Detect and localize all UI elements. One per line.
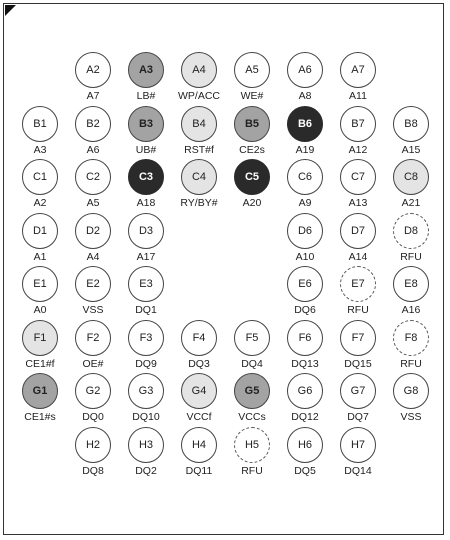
signal-label-h6: DQ5: [294, 464, 316, 477]
package-outline: [3, 3, 444, 535]
ball-e8: E8: [393, 266, 429, 302]
ball-e6: E6: [287, 266, 323, 302]
ball-c5: C5: [234, 159, 270, 195]
signal-label-a5: WE#: [240, 90, 264, 102]
signal-label-h7: DQ14: [344, 464, 372, 477]
ball-d3: D3: [128, 213, 164, 249]
signal-label-f8: RFU: [400, 357, 422, 370]
signal-label-a7: A11: [349, 90, 367, 102]
signal-label-d3: A17: [136, 250, 156, 263]
signal-label-e6: DQ6: [294, 304, 316, 316]
signal-label-b2: A6: [86, 143, 100, 156]
ball-b4: B4: [181, 106, 217, 142]
signal-label-f2: OE#: [82, 357, 104, 370]
signal-label-b8: A15: [401, 143, 421, 156]
signal-label-h3: DQ2: [135, 464, 157, 477]
ball-g4: G4: [181, 373, 217, 409]
ball-a7: A7: [340, 52, 376, 88]
signal-label-e3: DQ1: [135, 304, 157, 316]
ball-b7: B7: [340, 106, 376, 142]
signal-label-f6: DQ13: [291, 357, 319, 370]
signal-label-g1: CE1#s: [24, 411, 56, 423]
ball-f5: F5: [234, 320, 270, 356]
ball-d8: D8: [393, 213, 429, 249]
signal-label-c7: A13: [348, 197, 368, 209]
signal-label-d1: A1: [33, 250, 47, 263]
ball-g7: G7: [340, 373, 376, 409]
ball-b2: B2: [75, 106, 111, 142]
signal-label-b5: CE2s: [239, 143, 265, 156]
signal-label-g2: DQ0: [82, 411, 104, 423]
signal-label-c4: RY/BY#: [180, 197, 218, 209]
ball-h3: H3: [128, 427, 164, 463]
signal-label-g7: DQ7: [347, 411, 369, 423]
ball-c7: C7: [340, 159, 376, 195]
ball-b1: B1: [22, 106, 58, 142]
signal-label-g6: DQ12: [291, 411, 319, 423]
signal-label-g8: VSS: [400, 411, 422, 423]
ball-c4: C4: [181, 159, 217, 195]
signal-label-g3: DQ10: [132, 411, 160, 423]
ball-f6: F6: [287, 320, 323, 356]
signal-label-h2: DQ8: [82, 464, 104, 477]
ball-g1: G1: [22, 373, 58, 409]
ball-f8: F8: [393, 320, 429, 356]
ball-h4: H4: [181, 427, 217, 463]
signal-label-a6: A8: [298, 90, 312, 102]
signal-label-d8: RFU: [400, 250, 422, 263]
ball-f7: F7: [340, 320, 376, 356]
signal-label-c3: A18: [136, 197, 156, 209]
ball-c1: C1: [22, 159, 58, 195]
ball-e1: E1: [22, 266, 58, 302]
ball-c6: C6: [287, 159, 323, 195]
ball-a5: A5: [234, 52, 270, 88]
ball-f2: F2: [75, 320, 111, 356]
ball-h5: H5: [234, 427, 270, 463]
ball-d1: D1: [22, 213, 58, 249]
signal-label-e8: A16: [401, 304, 421, 316]
ball-f1: F1: [22, 320, 58, 356]
signal-label-f1: CE1#f: [25, 357, 55, 370]
ball-g5: G5: [234, 373, 270, 409]
ball-g8: G8: [393, 373, 429, 409]
ball-g6: G6: [287, 373, 323, 409]
ball-b8: B8: [393, 106, 429, 142]
ball-h7: H7: [340, 427, 376, 463]
ball-e2: E2: [75, 266, 111, 302]
ball-b6: B6: [287, 106, 323, 142]
signal-label-a2: A7: [86, 90, 100, 102]
signal-label-h4: DQ11: [185, 464, 213, 477]
ball-g2: G2: [75, 373, 111, 409]
signal-label-c1: A2: [33, 197, 47, 209]
ball-f4: F4: [181, 320, 217, 356]
ball-c2: C2: [75, 159, 111, 195]
signal-label-g5: VCCs: [238, 411, 266, 423]
ball-c3: C3: [128, 159, 164, 195]
signal-label-b1: A3: [33, 143, 47, 156]
signal-label-g4: VCCf: [186, 411, 212, 423]
ball-a2: A2: [75, 52, 111, 88]
signal-label-c2: A5: [86, 197, 100, 209]
ball-c8: C8: [393, 159, 429, 195]
signal-label-c6: A9: [298, 197, 312, 209]
ball-d2: D2: [75, 213, 111, 249]
pin1-corner-marker: [5, 5, 16, 16]
ball-g3: G3: [128, 373, 164, 409]
signal-label-d6: A10: [295, 250, 315, 263]
signal-label-e1: A0: [33, 304, 47, 316]
signal-label-b7: A12: [348, 143, 368, 156]
ball-a6: A6: [287, 52, 323, 88]
signal-label-a4: WP/ACC: [178, 90, 220, 102]
ball-d6: D6: [287, 213, 323, 249]
signal-label-e2: VSS: [82, 304, 104, 316]
ball-e3: E3: [128, 266, 164, 302]
signal-label-f5: DQ4: [241, 357, 263, 370]
ball-b3: B3: [128, 106, 164, 142]
signal-label-h5: RFU: [241, 464, 263, 477]
signal-label-a3: LB#: [136, 90, 156, 102]
ball-h6: H6: [287, 427, 323, 463]
signal-label-b4: RST#f: [184, 143, 214, 156]
signal-label-f4: DQ3: [188, 357, 210, 370]
signal-label-b3: UB#: [135, 143, 157, 156]
signal-label-c8: A21: [401, 197, 421, 209]
signal-label-f7: DQ15: [344, 357, 372, 370]
signal-label-d2: A4: [86, 250, 100, 263]
ball-h2: H2: [75, 427, 111, 463]
signal-label-c5: A20: [242, 197, 262, 209]
signal-label-e7: RFU: [347, 304, 369, 316]
ball-b5: B5: [234, 106, 270, 142]
ball-f3: F3: [128, 320, 164, 356]
ball-d7: D7: [340, 213, 376, 249]
ball-a4: A4: [181, 52, 217, 88]
ball-a3: A3: [128, 52, 164, 88]
signal-label-f3: DQ9: [135, 357, 157, 370]
ball-e7: E7: [340, 266, 376, 302]
signal-label-d7: A14: [348, 250, 368, 263]
signal-label-b6: A19: [295, 143, 315, 156]
